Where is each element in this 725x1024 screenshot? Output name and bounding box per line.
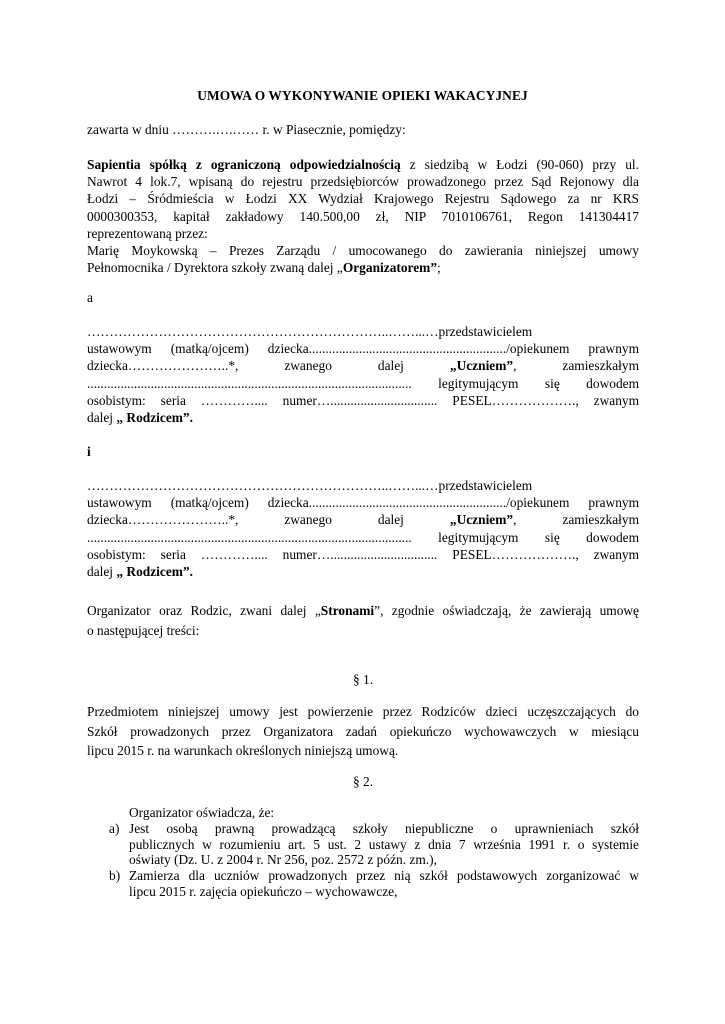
- parties-line-1: Organizator oraz Rodzic, zwani dalej „Stronami”, zgodnie oświadczają, że zawierają umowę: [87, 603, 640, 618]
- item-a-line-1: Jest osobą prawną prowadzącą szkoły niepubliczne o uprawnieniach szkół: [129, 820, 639, 836]
- parent-block-2: [87, 477, 639, 580]
- organizer-line-5: reprezentowaną przez:: [87, 225, 208, 241]
- parties-paragraph: [87, 601, 639, 640]
- section1-line-1: Przedmiotem niniejszej umowy jest powierzenie przez Rodziców dzieci uczęszczających do: [87, 704, 639, 719]
- section2-item-a: [109, 821, 639, 868]
- parent2-line-4: ................................................................................................. legitymującym się dowodem: [87, 529, 639, 545]
- conjunction-a: a: [87, 290, 93, 305]
- item-a-label: a): [109, 820, 120, 836]
- item-b-line-2: lipcu 2015 r. zajęcia opiekuńczo – wychowawcze,: [129, 883, 398, 899]
- section2-intro: Organizator oświadcza, że:: [129, 805, 275, 820]
- parent1-line-6: dalej „ Rodzicem”.: [87, 410, 193, 426]
- organizer-line-4: 0000300353, kapitał zakładowy 140.500,00 zł, NIP 7010106761, Regon 141304417: [87, 208, 639, 224]
- parent2-line-1: …………………………………………………………..……...…przedstawicielem: [87, 478, 533, 493]
- section-2-body: [109, 805, 639, 900]
- company-name: Sapientia spółką z ograniczoną odpowiedzialnością: [87, 157, 401, 172]
- item-a-line-2: publicznych w rozumieniu art. 5 ust. 2 ustawy z dnia 7 września 1991 r. o systemie: [129, 836, 639, 852]
- organizer-line-7: Pełnomocnika / Dyrektora szkoły zwaną dalej „Organizatorem”;: [87, 260, 441, 276]
- section-1-heading: § 1.: [352, 672, 374, 687]
- parent2-line-3: dziecka…………………..*, zwanego dalej „Uczniem”, zamieszkałym: [87, 512, 639, 528]
- parent2-line-5: osobistym: seria ………….... numer…................................ PESEL………………., zwanym: [87, 546, 639, 562]
- parent1-line-5: osobistym: seria ………….... numer…................................ PESEL………………., zwanym: [87, 392, 639, 408]
- section2-item-b: [109, 868, 639, 900]
- parties-line-2: o następującej treści:: [87, 622, 200, 638]
- parent-block-1: [87, 323, 639, 426]
- concluded-line: zawarta w dniu ……….….…… r. w Piasecznie, pomiędzy:: [87, 122, 406, 137]
- item-a-line-3: oświaty (Dz. U. z 2004 r. Nr 256, poz. 2572 z późn. zm.),: [129, 852, 437, 868]
- organizer-paragraph: [87, 156, 639, 276]
- organizer-line-2: Nawrot 4 lok.7, wpisaną do rejestru przedsiębiorców prowadzonego przez Sąd Rejonowy dla: [87, 174, 639, 190]
- parent2-line-6: dalej „ Rodzicem”.: [87, 564, 193, 580]
- parent1-line-3: dziecka…………………..*, zwanego dalej „Uczniem”, zamieszkałym: [87, 358, 639, 374]
- parent1-line-2: ustawowym (matką/ojcem) dziecka.........................................................../opiekunem prawnym: [87, 341, 639, 357]
- conjunction-i: i: [87, 444, 91, 459]
- section1-line-3: lipcu 2015 r. na warunkach określonych niniejszą umową.: [87, 743, 399, 759]
- item-b-label: b): [109, 868, 121, 884]
- item-b-line-1: Zamierza dla uczniów prowadzonych przez nią szkół podstawowych zorganizować w: [129, 868, 639, 884]
- organizer-line-6: Marię Moykowską – Prezes Zarządu / umocowanego do zawierania niniejszej umowy: [87, 243, 639, 259]
- parent2-line-2: ustawowym (matką/ojcem) dziecka.........................................................../opiekunem prawnym: [87, 495, 639, 511]
- section-1-body: [87, 702, 639, 761]
- organizer-line-3: Łodzi – Śródmieścia w Łodzi XX Wydział Krajowego Rejestru Sądowego za nr KRS: [87, 191, 639, 207]
- parent1-line-4: ................................................................................................. legitymującym się dowodem: [87, 375, 639, 391]
- document-title: UMOWA O WYKONYWANIE OPIEKI WAKACYJNEJ: [197, 88, 528, 103]
- section1-line-2: Szkół prowadzonych przez Organizatora zadań opiekuńczo wychowawczych w miesiącu: [87, 723, 639, 739]
- section-2-heading: § 2.: [352, 774, 374, 789]
- organizer-line-1: Sapientia spółką z ograniczoną odpowiedzialnością z siedzibą w Łodzi (90-060) przy ul.: [87, 157, 639, 172]
- parent1-line-1: …………………………………………………………..……...…przedstawicielem: [87, 324, 533, 339]
